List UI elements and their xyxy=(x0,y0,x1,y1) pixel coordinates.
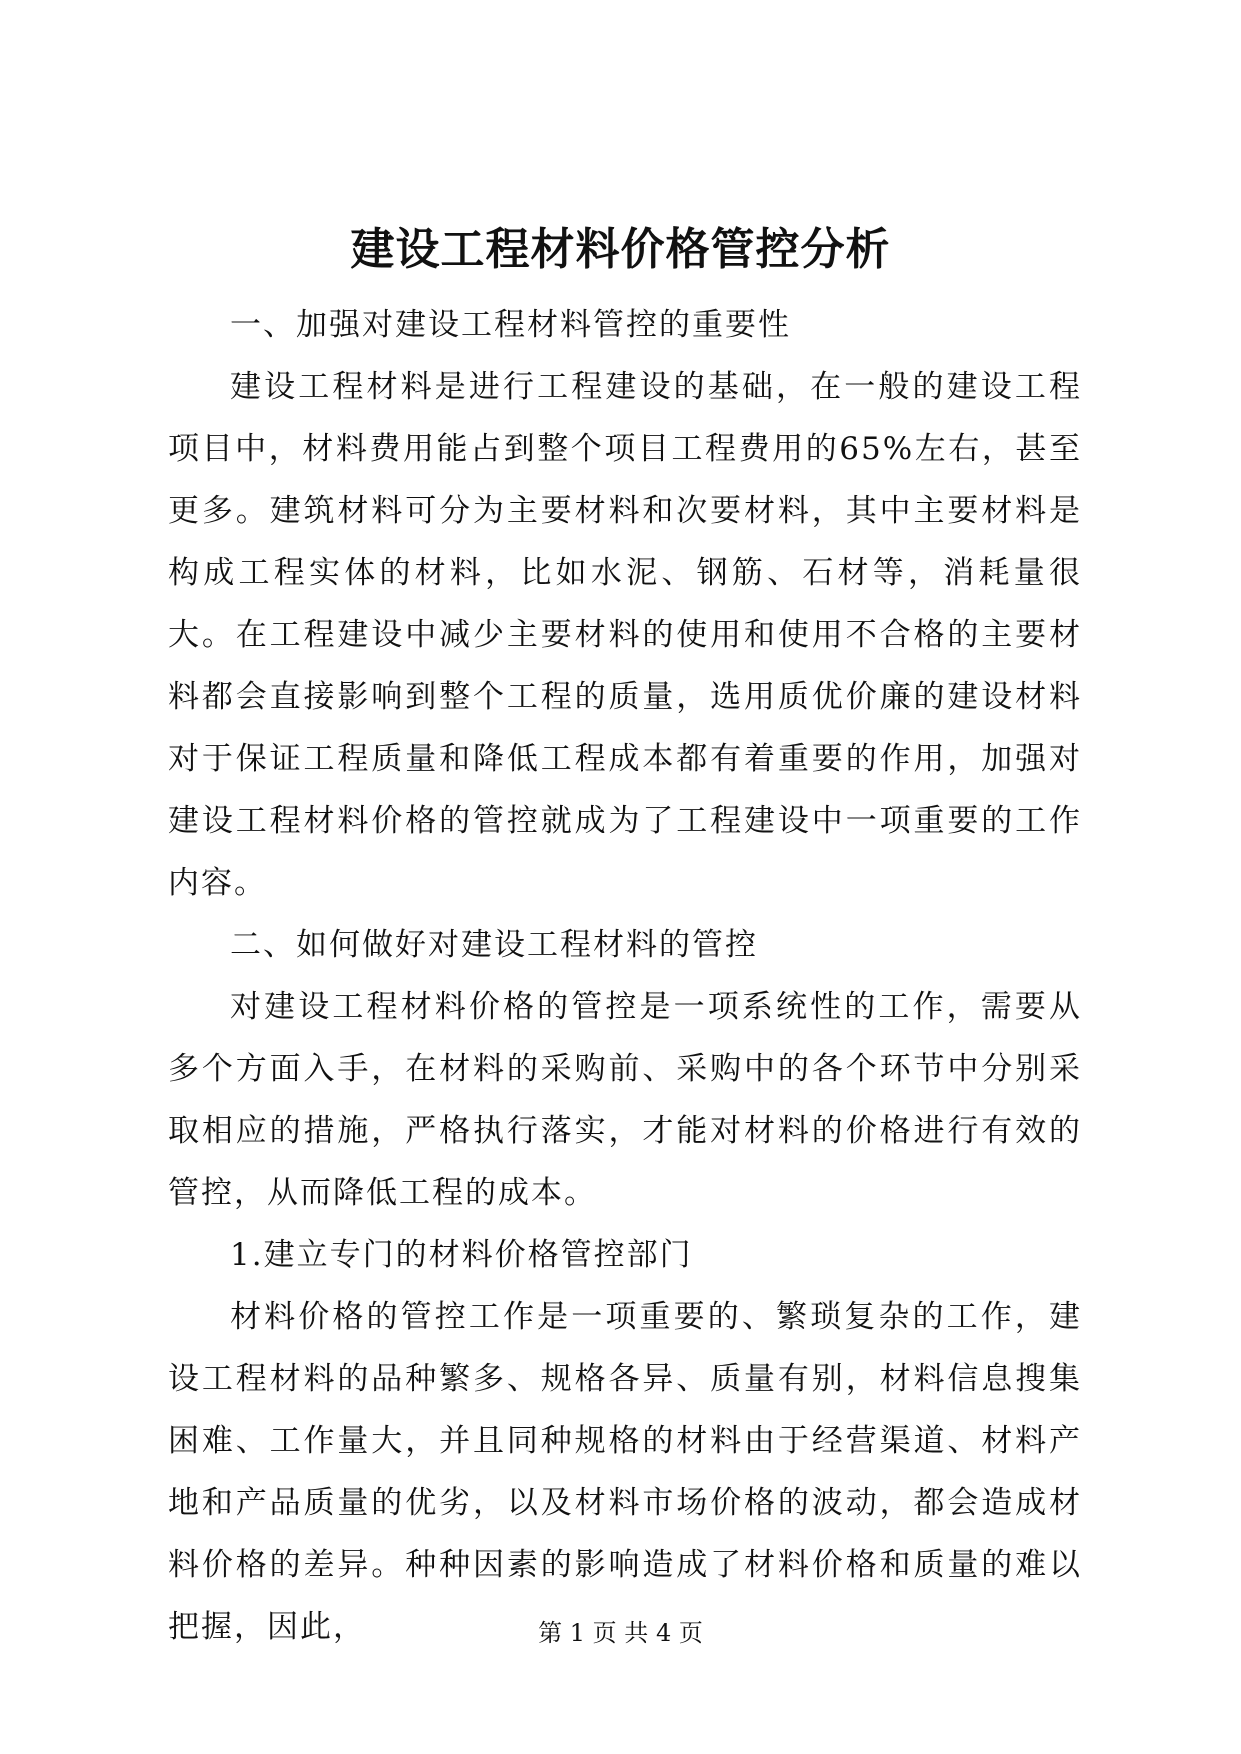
page-footer: 第 1 页 共 4 页 xyxy=(538,1619,703,1647)
section-heading-1: 一、加强对建设工程材料管控的重要性 xyxy=(230,307,791,343)
body-paragraph-1: 建设工程材料是进行工程建设的基础，在一般的建设工程项目中，材料费用能占到整个项目工程费用的65%左右，甚至更多。建筑材料可分为主要材料和次要材料，其中主要材料是构成工程实体的材料，比如水泥、钢筋、石材等，消耗量很大。在工程建设中减少主要材料的使用和使用不合格的主要材料都会直接影响到整个工程的质量，选用质优价廉的建设材料对于保证工程质量和降低工程成本都有着重要的作用，加强对建设工程材料价格的管控就成为了工程建设中一项重要的工作内容。 xyxy=(168,369,1082,901)
subsection-heading-1: 1.建立专门的材料价格管控部门 xyxy=(230,1237,693,1273)
document-title: 建设工程材料价格管控分析 xyxy=(350,224,891,275)
body-paragraph-3: 材料价格的管控工作是一项重要的、繁琐复杂的工作，建设工程材料的品种繁多、规格各异、质量有别，材料信息搜集困难、工作量大，并且同种规格的材料由于经营渠道、材料产地和产品质量的优劣，以及材料市场价格的波动，都会造成材料价格的差异。种种因素的影响造成了材料价格和质量的难以把握，因此， xyxy=(168,1299,1082,1645)
document-body xyxy=(168,294,1082,1658)
body-paragraph-2: 对建设工程材料价格的管控是一项系统性的工作，需要从多个方面入手，在材料的采购前、采购中的各个环节中分别采取相应的措施，严格执行落实，才能对材料的价格进行有效的管控，从而降低工程的成本。 xyxy=(168,989,1082,1211)
section-heading-2: 二、如何做好对建设工程材料的管控 xyxy=(230,927,758,963)
